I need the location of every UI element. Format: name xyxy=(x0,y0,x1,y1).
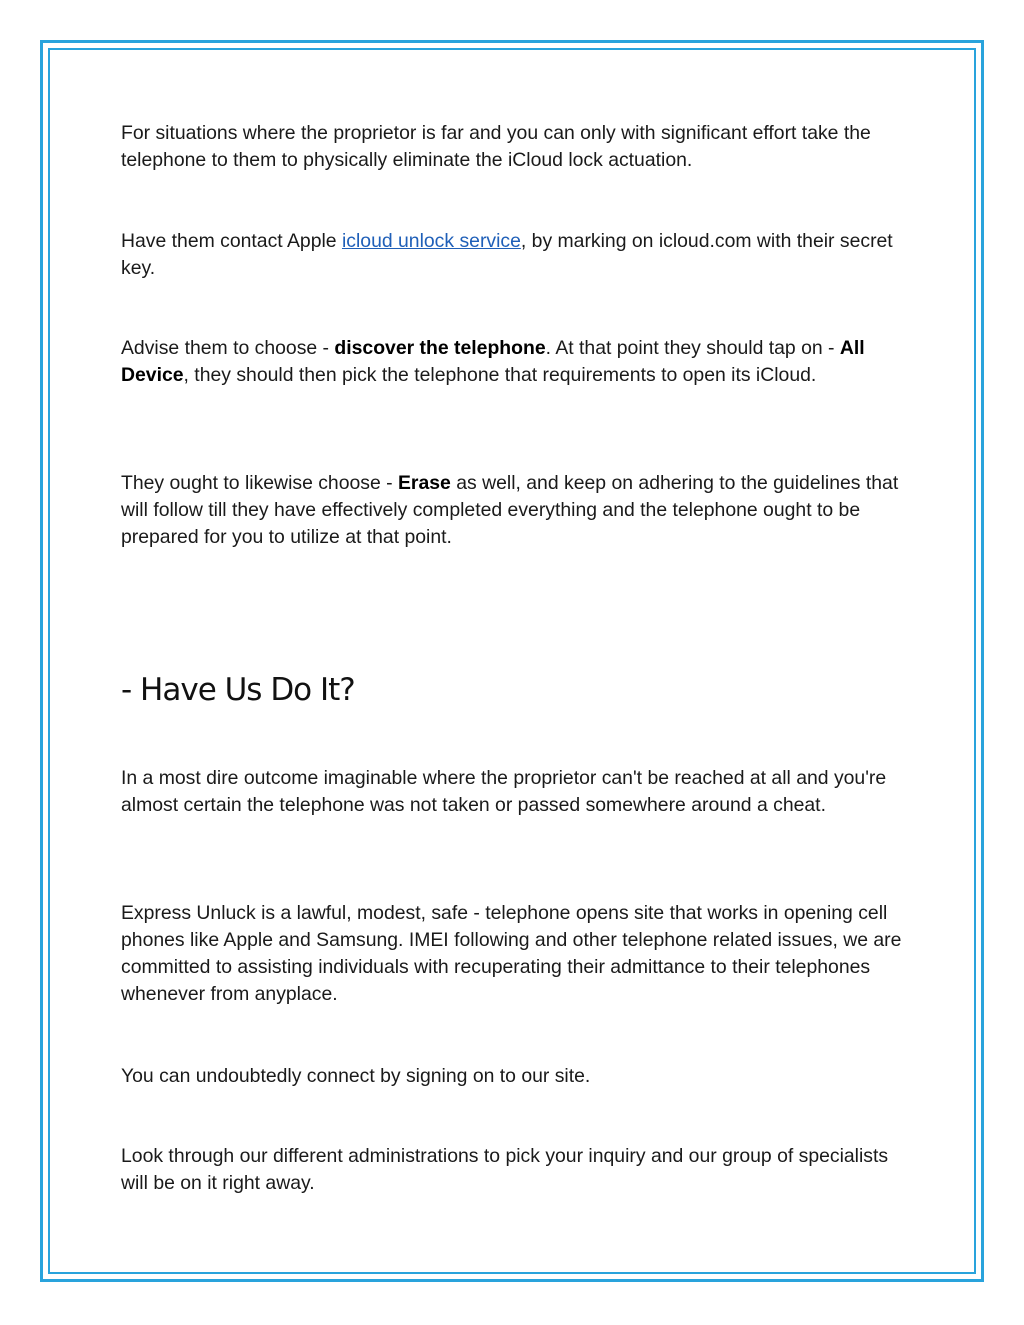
paragraph-contact-apple xyxy=(121,228,911,282)
paragraph-text: They ought to likewise choose - xyxy=(121,472,398,494)
page-border-outer xyxy=(40,40,984,1282)
paragraph-choose-discover xyxy=(121,335,911,389)
paragraph-worst-outcome: In a most dire outcome imaginable where the proprietor can't be reached at all and you're almost certain the telephone was not taken or passed somewhere around a cheat. xyxy=(121,767,887,816)
bold-term-all-device: All Device xyxy=(121,337,865,386)
icloud-unlock-service-link[interactable]: icloud unlock service xyxy=(341,230,521,252)
paragraph-connect: You can undoubtedly connect by signing on to our site. xyxy=(121,1065,591,1087)
paragraph-remote-owner: For situations where the proprietor is far and you can only with significant effort take the telephone to them to physically eliminate the iCloud lock actuation. xyxy=(121,122,871,171)
paragraph-administrations: Look through our different administrations to pick your inquiry and our group of specialists will be on it right away. xyxy=(121,1145,889,1194)
paragraph-text: , they should then pick the telephone that requirements to open its iCloud. xyxy=(183,364,817,386)
paragraph-text: as well, and keep on adhering to the guidelines that will follow till they have effectively completed everything and the telephone ought to be prepared for you to utilize at that point. xyxy=(121,472,899,548)
section-heading: - Have Us Do It? xyxy=(121,672,355,708)
bold-term-discover: discover the telephone xyxy=(334,337,546,359)
paragraph-choose-erase xyxy=(121,470,911,551)
bold-term-erase: Erase xyxy=(398,472,451,494)
paragraph-text: , by marking on icloud.com with their secret key. xyxy=(121,230,893,279)
paragraph-text: Have them contact Apple xyxy=(121,230,342,252)
paragraph-express-unluck: Express Unluck is a lawful, modest, safe - telephone opens site that works in opening cell phones like Apple and Samsung. IMEI following and other telephone related issues, we are committed to assisting individuals with recuperating their admittance to their telephones whenever from anyplace. xyxy=(121,902,902,1005)
paragraph-text: . At that point they should tap on - xyxy=(545,337,840,359)
paragraph-text: Advise them to choose - xyxy=(121,337,335,359)
